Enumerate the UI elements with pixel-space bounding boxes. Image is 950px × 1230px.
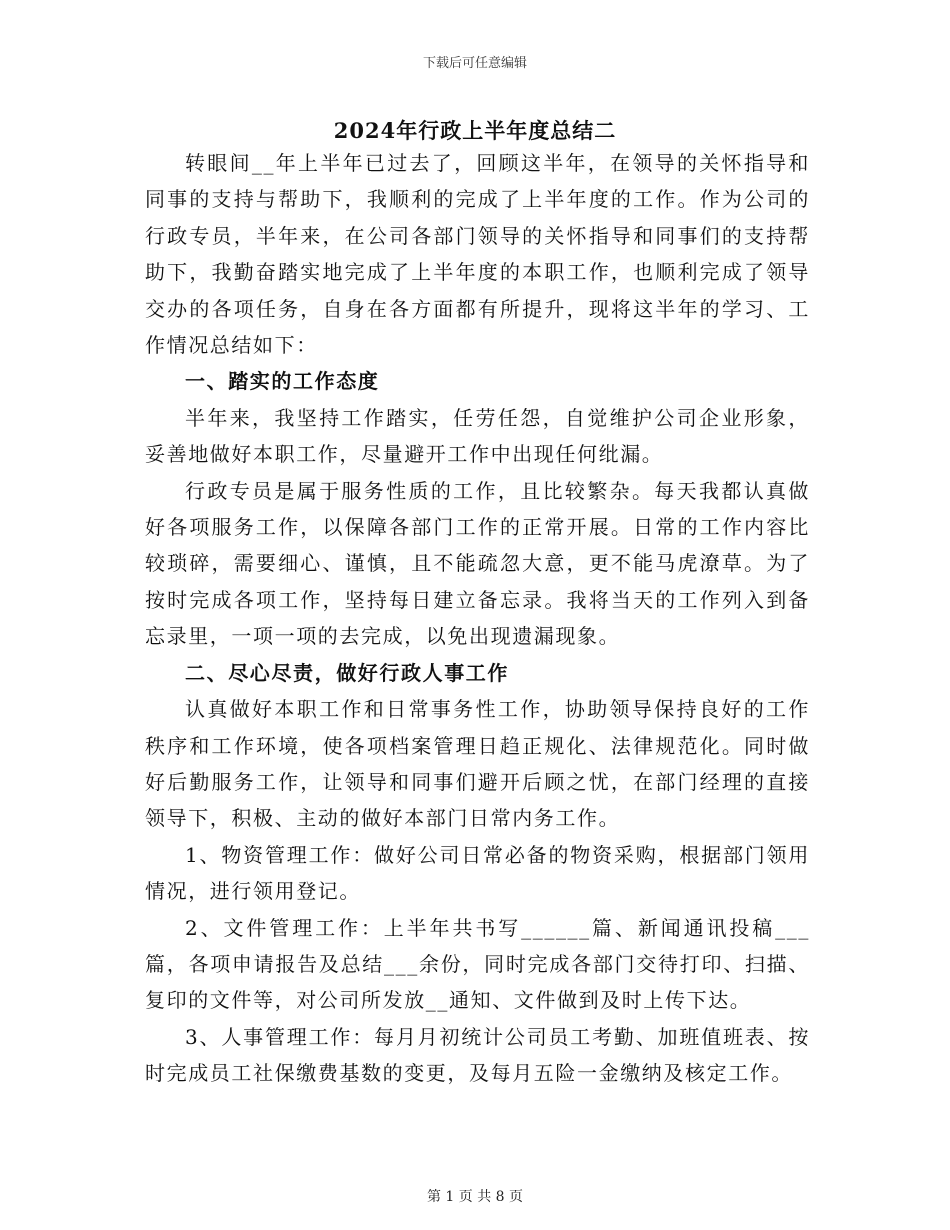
list-item-document: 2、文件管理工作：上半年共书写______篇、新闻通讯投稿___篇，各项申请报告及总结___余份，同时完成各部门交待打印、扫描、复印的文件等，对公司所发放__通知、文件做到及时上传下达。 [145, 915, 810, 1013]
paragraph: 行政专员是属于服务性质的工作，且比较繁杂。每天我都认真做好各项服务工作，以保障各部门工作的正常开展。日常的工作内容比较琐碎，需要细心、谨慎，且不能疏忽大意，更不能马虎潦草。为了按时完成各项工作，坚持每日建立备忘录。我将当天的工作列入到备忘录里，一项一项的去完成，以免出现遗漏现象。 [145, 478, 810, 649]
list-item-material: 1、物资管理工作：做好公司日常必备的物资采购，根据部门领用情况，进行领用登记。 [145, 842, 810, 904]
paragraph: 半年来，我坚持工作踏实，任劳任怨，自觉维护公司企业形象，妥善地做好本职工作，尽量避开工作中出现任何纰漏。 [145, 405, 810, 467]
page-footer: 第 1 页 共 8 页 [426, 1189, 524, 1205]
paragraph: 认真做好本职工作和日常事务性工作，协助领导保持良好的工作秩序和工作环境，使各项档案管理日趋正规化、法律规范化。同时做好后勤服务工作，让领导和同事们避开后顾之忧，在部门经理的直接领导下，积极、主动的做好本部门日常内务工作。 [145, 697, 810, 831]
section-heading-1: 一、踏实的工作态度 [185, 369, 380, 394]
page-header: 下载后可任意编辑 [422, 56, 527, 71]
document-title: 2024年行政上半年度总结二 [333, 118, 617, 143]
paragraph-intro: 转眼间__年上半年已过去了，回顾这半年，在领导的关怀指导和同事的支持与帮助下，我顺利的完成了上半年度的工作。作为公司的行政专员，半年来，在公司各部门领导的关怀指导和同事们的支持帮助下，我勤奋踏实地完成了上半年度的本职工作，也顺利完成了领导交办的各项任务，自身在各方面都有所提升，现将这半年的学习、工作情况总结如下： [145, 151, 810, 358]
document-body [145, 145, 810, 1092]
section-heading-2: 二、尽心尽责，做好行政人事工作 [185, 660, 509, 685]
list-item-personnel: 3、人事管理工作：每月月初统计公司员工考勤、加班值班表、按时完成员工社保缴费基数的变更，及每月五险一金缴纳及核定工作。 [145, 1024, 810, 1086]
